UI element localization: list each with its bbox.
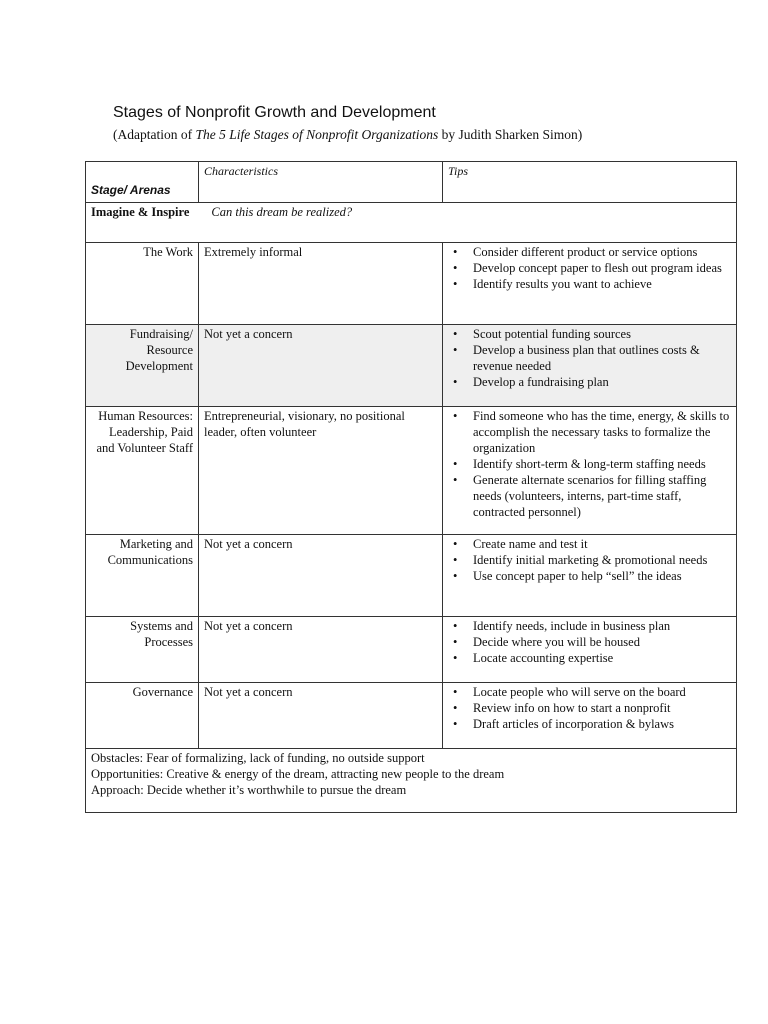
- tip-item: • Create name and test it: [448, 536, 731, 552]
- phase-question: Can this dream be realized?: [211, 205, 353, 219]
- characteristics-cell: Entrepreneurial, visionary, no positional leader, often volunteer: [199, 407, 443, 535]
- tip-item: • Use concept paper to help “sell” the ideas: [448, 568, 731, 584]
- tips-cell: [443, 683, 737, 749]
- header-row: [86, 162, 737, 203]
- table-row: [86, 683, 737, 749]
- tip-item: • Decide where you will be housed: [448, 634, 731, 650]
- arena-cell: Governance: [86, 683, 199, 749]
- opportunities-text: Opportunities: Creative & energy of the dream, attracting new people to the dream: [91, 767, 505, 781]
- tips-cell: [443, 407, 737, 535]
- summary-row: [86, 749, 737, 813]
- tips-cell: [443, 535, 737, 617]
- tip-item: • Identify initial marketing & promotional needs: [448, 552, 731, 568]
- table-row: [86, 535, 737, 617]
- arena-cell: Marketing and Communications: [86, 535, 199, 617]
- table-row: [86, 617, 737, 683]
- characteristics-cell: Not yet a concern: [199, 617, 443, 683]
- tip-item: • Identify needs, include in business plan: [448, 618, 731, 634]
- tip-item: • Draft articles of incorporation & bylaws: [448, 716, 731, 732]
- table-row: [86, 407, 737, 535]
- table-row: [86, 243, 737, 325]
- tip-item: • Identify results you want to achieve: [448, 276, 731, 292]
- subtitle-suffix: by Judith Sharken Simon): [438, 127, 583, 142]
- arena-cell: Human Resources: Leadership, Paid and Volunteer Staff: [86, 407, 199, 535]
- header-tips: Tips: [443, 162, 737, 203]
- tips-cell: [443, 325, 737, 407]
- subtitle-book-title: The 5 Life Stages of Nonprofit Organizations: [195, 127, 439, 142]
- phase-name: Imagine & Inspire: [91, 205, 190, 219]
- summary-cell: [86, 749, 737, 813]
- document-title: Stages of Nonprofit Growth and Development: [113, 104, 436, 121]
- characteristics-cell: Extremely informal: [199, 243, 443, 325]
- tip-item: • Develop a business plan that outlines costs & revenue needed: [448, 342, 731, 374]
- tip-item: • Develop concept paper to flesh out program ideas: [448, 260, 731, 276]
- tip-item: • Develop a fundraising plan: [448, 374, 731, 390]
- characteristics-cell: Not yet a concern: [199, 325, 443, 407]
- tip-item: • Identify short-term & long-term staffing needs: [448, 456, 731, 472]
- stages-table: [85, 161, 737, 813]
- header-stage-arenas: Stage/ Arenas: [86, 162, 199, 203]
- phase-row: [86, 203, 737, 243]
- header-characteristics: Characteristics: [199, 162, 443, 203]
- tips-cell: [443, 617, 737, 683]
- approach-text: Approach: Decide whether it’s worthwhile to pursue the dream: [91, 783, 407, 797]
- arena-cell: Systems and Processes: [86, 617, 199, 683]
- tip-item: • Review info on how to start a nonprofit: [448, 700, 731, 716]
- tip-item: • Find someone who has the time, energy, & skills to accomplish the necessary tasks to formalize the organization: [448, 408, 731, 456]
- characteristics-cell: Not yet a concern: [199, 535, 443, 617]
- phase-cell: [86, 203, 737, 243]
- obstacles-text: Obstacles: Fear of formalizing, lack of funding, no outside support: [91, 751, 425, 765]
- arena-cell: The Work: [86, 243, 199, 325]
- table-row: [86, 325, 737, 407]
- arena-cell: Fundraising/ Resource Development: [86, 325, 199, 407]
- document-subtitle: [113, 127, 582, 143]
- tip-item: • Scout potential funding sources: [448, 326, 731, 342]
- tips-cell: [443, 243, 737, 325]
- tip-item: • Generate alternate scenarios for filling staffing needs (volunteers, interns, part-time staff, contracted personnel): [448, 472, 731, 520]
- characteristics-cell: Not yet a concern: [199, 683, 443, 749]
- tip-item: • Locate people who will serve on the board: [448, 684, 731, 700]
- tip-item: • Locate accounting expertise: [448, 650, 731, 666]
- subtitle-prefix: (Adaptation of: [113, 127, 196, 142]
- tip-item: • Consider different product or service options: [448, 244, 731, 260]
